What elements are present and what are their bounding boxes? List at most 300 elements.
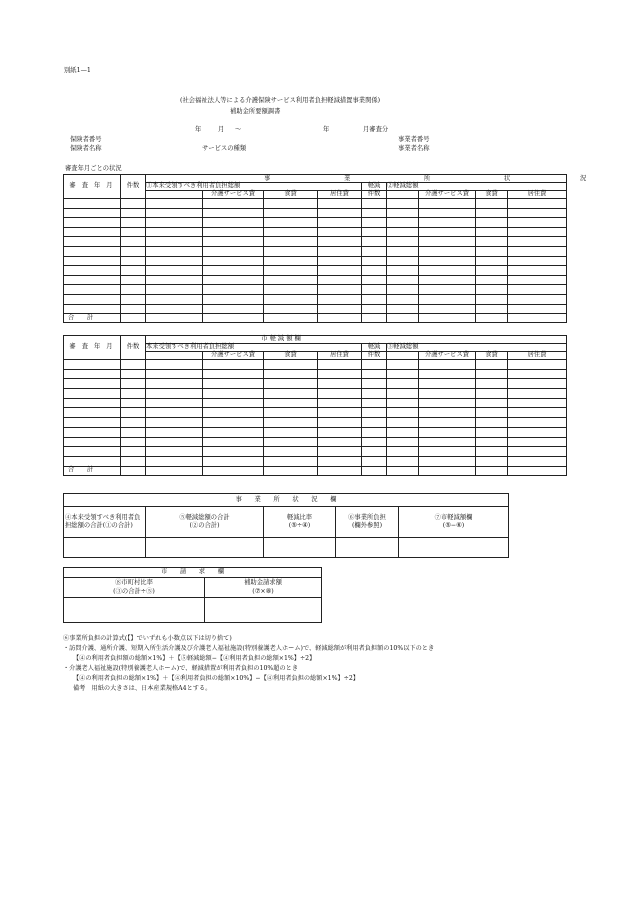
table-cell[interactable] <box>203 246 264 256</box>
table-cell[interactable] <box>476 408 508 418</box>
table-cell[interactable] <box>318 199 362 209</box>
table-cell[interactable] <box>387 294 419 304</box>
table-cell[interactable] <box>476 369 508 379</box>
summary-col-office-burden-a: ⑥事業所負担 <box>348 513 386 521</box>
table-cell[interactable] <box>387 285 419 295</box>
table-cell[interactable] <box>476 294 508 304</box>
table-cell[interactable] <box>146 294 203 304</box>
summary-col-reduction-total <box>146 507 264 538</box>
table-row <box>64 285 567 295</box>
table-cell[interactable] <box>508 285 567 295</box>
table-cell[interactable] <box>419 237 476 247</box>
table-cell[interactable] <box>508 199 567 209</box>
table-row <box>64 369 567 379</box>
table-cell[interactable] <box>203 304 264 314</box>
table-cell[interactable] <box>419 369 476 379</box>
table-cell[interactable] <box>64 456 121 466</box>
table-cell[interactable] <box>146 237 203 247</box>
table-cell[interactable] <box>64 447 121 457</box>
summary-value-cell[interactable] <box>336 538 399 558</box>
table-cell[interactable] <box>387 456 419 466</box>
table-cell[interactable] <box>362 208 387 218</box>
table-cell[interactable] <box>64 294 121 304</box>
table-cell[interactable] <box>146 246 203 256</box>
table-cell[interactable] <box>146 275 203 285</box>
table-cell[interactable] <box>146 218 203 228</box>
table-cell[interactable] <box>508 379 567 389</box>
table-cell[interactable] <box>362 379 387 389</box>
table-cell[interactable] <box>387 246 419 256</box>
table-cell[interactable] <box>264 246 318 256</box>
table-cell[interactable] <box>362 447 387 457</box>
table-cell[interactable] <box>203 389 264 399</box>
table-row <box>64 199 567 209</box>
table-cell[interactable] <box>121 360 146 370</box>
table-cell[interactable] <box>387 275 419 285</box>
page-title: 補助金所要額調書 <box>230 108 281 115</box>
summary-col-city-reduction-a: ⑦市軽減額欄 <box>434 513 473 521</box>
table-cell[interactable] <box>64 398 121 408</box>
table-cell[interactable] <box>203 408 264 418</box>
table-cell[interactable] <box>146 418 203 428</box>
table-row <box>64 408 567 418</box>
table-cell[interactable] <box>121 369 146 379</box>
table-cell[interactable] <box>387 199 419 209</box>
table-cell[interactable] <box>318 304 362 314</box>
table-row <box>64 304 567 314</box>
table-cell[interactable] <box>64 369 121 379</box>
table-cell[interactable] <box>264 369 318 379</box>
table-cell[interactable] <box>146 199 203 209</box>
table-cell[interactable] <box>121 418 146 428</box>
summary-value-cell[interactable] <box>146 538 264 558</box>
claim-col-subsidy-amount-a: 補助金請求額 <box>244 579 282 587</box>
table-cell[interactable] <box>203 360 264 370</box>
table-cell[interactable] <box>362 199 387 209</box>
table-cell[interactable] <box>203 208 264 218</box>
table-cell[interactable] <box>318 389 362 399</box>
table-cell[interactable] <box>121 379 146 389</box>
table-cell[interactable] <box>64 304 121 314</box>
table-cell[interactable] <box>476 266 508 276</box>
table-cell[interactable] <box>203 418 264 428</box>
food-header: 食費 <box>476 191 508 199</box>
table-cell[interactable] <box>264 208 318 218</box>
table-cell[interactable] <box>203 294 264 304</box>
table-cell[interactable] <box>318 266 362 276</box>
table-row <box>64 427 567 437</box>
count-header: 件数 <box>121 175 146 199</box>
table-cell[interactable] <box>362 218 387 228</box>
table-cell[interactable] <box>476 447 508 457</box>
table-cell[interactable] <box>203 199 264 209</box>
table-cell[interactable] <box>419 227 476 237</box>
table-cell[interactable] <box>387 227 419 237</box>
table-cell[interactable] <box>264 304 318 314</box>
table-cell[interactable] <box>121 294 146 304</box>
table-cell[interactable] <box>476 208 508 218</box>
status-section-label: 審査年月ごとの状況 <box>65 165 122 172</box>
table-cell[interactable] <box>387 218 419 228</box>
claim-col-municipal-ratio <box>64 578 205 598</box>
table-cell[interactable] <box>264 218 318 228</box>
table-cell[interactable] <box>362 275 387 285</box>
table-cell[interactable] <box>121 447 146 457</box>
table-cell[interactable] <box>64 360 121 370</box>
table-cell[interactable] <box>264 427 318 437</box>
table-cell[interactable] <box>419 256 476 266</box>
table-cell[interactable] <box>387 256 419 266</box>
table-cell[interactable] <box>508 275 567 285</box>
table-cell[interactable] <box>476 379 508 389</box>
table-cell[interactable] <box>387 208 419 218</box>
table-cell[interactable] <box>508 266 567 276</box>
table-cell[interactable] <box>508 427 567 437</box>
table-cell[interactable] <box>476 427 508 437</box>
table-cell[interactable] <box>121 266 146 276</box>
table-cell[interactable] <box>146 447 203 457</box>
table-cell[interactable] <box>476 218 508 228</box>
table-cell[interactable] <box>264 266 318 276</box>
table-cell[interactable] <box>121 218 146 228</box>
table-cell[interactable] <box>476 360 508 370</box>
summary-col-total-burden: ④本来受領すべき利用者負担総額の合計(①の合計) <box>64 507 146 538</box>
table-cell[interactable] <box>362 294 387 304</box>
table-cell[interactable] <box>387 304 419 314</box>
table-cell[interactable] <box>419 275 476 285</box>
table-cell[interactable] <box>64 256 121 266</box>
table-cell[interactable] <box>121 427 146 437</box>
table-cell[interactable] <box>264 199 318 209</box>
claim-col-subsidy-amount <box>205 578 322 598</box>
table-cell[interactable] <box>203 256 264 266</box>
table-cell[interactable] <box>64 266 121 276</box>
table-cell[interactable] <box>64 379 121 389</box>
table-cell[interactable] <box>476 246 508 256</box>
table-cell[interactable] <box>264 294 318 304</box>
table-cell[interactable] <box>362 418 387 428</box>
table-cell[interactable] <box>476 398 508 408</box>
table-cell[interactable] <box>121 227 146 237</box>
period-month-end: 月審査分 <box>363 126 389 133</box>
table-cell[interactable] <box>203 237 264 247</box>
table-cell[interactable] <box>476 256 508 266</box>
table-cell[interactable] <box>419 285 476 295</box>
table-cell[interactable] <box>264 408 318 418</box>
table-cell[interactable] <box>476 389 508 399</box>
table-cell[interactable] <box>264 275 318 285</box>
table-cell[interactable] <box>508 218 567 228</box>
table-cell[interactable] <box>264 437 318 447</box>
table-cell[interactable] <box>264 398 318 408</box>
table-cell[interactable] <box>318 398 362 408</box>
table-cell[interactable] <box>476 437 508 447</box>
table-cell[interactable] <box>264 256 318 266</box>
table-cell[interactable] <box>203 227 264 237</box>
table-cell[interactable] <box>121 208 146 218</box>
table-cell[interactable] <box>146 427 203 437</box>
table-cell[interactable] <box>203 398 264 408</box>
table-cell[interactable] <box>387 418 419 428</box>
table-cell[interactable] <box>318 256 362 266</box>
table-cell[interactable] <box>362 266 387 276</box>
table-cell[interactable] <box>318 246 362 256</box>
table-cell[interactable] <box>476 456 508 466</box>
table-cell[interactable] <box>146 285 203 295</box>
table-cell[interactable] <box>318 237 362 247</box>
table-cell[interactable] <box>419 266 476 276</box>
table-cell[interactable] <box>419 360 476 370</box>
table-cell[interactable] <box>318 369 362 379</box>
table-cell[interactable] <box>203 218 264 228</box>
table-cell[interactable] <box>203 275 264 285</box>
table-cell[interactable] <box>203 456 264 466</box>
table-cell[interactable] <box>419 208 476 218</box>
table-cell[interactable] <box>64 408 121 418</box>
table-cell[interactable] <box>146 266 203 276</box>
table-cell[interactable] <box>508 389 567 399</box>
summary-value-cell[interactable] <box>399 538 509 558</box>
table-cell[interactable] <box>387 237 419 247</box>
claim-value-cell[interactable] <box>64 598 205 623</box>
table-cell[interactable] <box>362 285 387 295</box>
table-cell[interactable] <box>508 256 567 266</box>
table-cell[interactable] <box>121 237 146 247</box>
table-cell[interactable] <box>508 208 567 218</box>
table-cell[interactable] <box>203 437 264 447</box>
table-cell[interactable] <box>476 285 508 295</box>
table-cell[interactable] <box>318 456 362 466</box>
t2-body <box>64 360 567 467</box>
table-cell[interactable] <box>318 294 362 304</box>
table-cell[interactable] <box>508 294 567 304</box>
table-cell[interactable] <box>419 418 476 428</box>
table-cell[interactable] <box>203 379 264 389</box>
table-cell[interactable] <box>318 447 362 457</box>
table-cell[interactable] <box>146 437 203 447</box>
table-cell[interactable] <box>264 447 318 457</box>
table-row <box>64 437 567 447</box>
table-cell[interactable] <box>121 256 146 266</box>
table-cell[interactable] <box>64 389 121 399</box>
table-cell[interactable] <box>203 447 264 457</box>
table-cell[interactable] <box>362 227 387 237</box>
table-cell[interactable] <box>318 437 362 447</box>
table-cell[interactable] <box>64 418 121 428</box>
table-cell[interactable] <box>146 456 203 466</box>
summary-value-cell[interactable] <box>64 538 146 558</box>
table-cell[interactable] <box>508 418 567 428</box>
claim-value-cell[interactable] <box>205 598 322 623</box>
table-cell[interactable] <box>64 427 121 437</box>
table-cell[interactable] <box>121 246 146 256</box>
table-cell[interactable] <box>362 437 387 447</box>
table-row <box>64 227 567 237</box>
table-cell[interactable] <box>419 246 476 256</box>
table-cell[interactable] <box>64 227 121 237</box>
table-cell[interactable] <box>387 398 419 408</box>
table-cell[interactable] <box>419 456 476 466</box>
table-cell[interactable] <box>419 294 476 304</box>
table-cell[interactable] <box>121 389 146 399</box>
table-cell[interactable] <box>203 369 264 379</box>
period-year-start: 年 <box>195 126 202 133</box>
table-cell[interactable] <box>64 285 121 295</box>
table-cell[interactable] <box>362 456 387 466</box>
table-cell[interactable] <box>387 389 419 399</box>
table-cell[interactable] <box>476 237 508 247</box>
table-cell[interactable] <box>362 369 387 379</box>
table-cell[interactable] <box>508 246 567 256</box>
table-cell[interactable] <box>318 360 362 370</box>
table-cell[interactable] <box>264 418 318 428</box>
table-row <box>64 447 567 457</box>
table-cell[interactable] <box>121 275 146 285</box>
table-cell[interactable] <box>476 304 508 314</box>
table-cell[interactable] <box>203 427 264 437</box>
summary-col-reduction-total-b: (②の合計) <box>189 522 220 529</box>
table-row <box>64 389 567 399</box>
table-cell[interactable] <box>318 379 362 389</box>
table-cell[interactable] <box>146 389 203 399</box>
blank-cell <box>387 352 419 360</box>
total-label: 合 計 <box>64 314 121 323</box>
table-cell[interactable] <box>264 389 318 399</box>
table-cell[interactable] <box>419 437 476 447</box>
table-cell[interactable] <box>64 208 121 218</box>
table-cell[interactable] <box>146 398 203 408</box>
table-cell[interactable] <box>64 437 121 447</box>
header-char-jo: 状 <box>504 175 511 182</box>
table-cell[interactable] <box>121 437 146 447</box>
table-cell[interactable] <box>508 237 567 247</box>
table-cell[interactable] <box>146 208 203 218</box>
table-cell[interactable] <box>508 304 567 314</box>
table-cell[interactable] <box>419 379 476 389</box>
table-cell[interactable] <box>362 389 387 399</box>
table-cell[interactable] <box>121 285 146 295</box>
table-cell[interactable] <box>146 379 203 389</box>
table-cell[interactable] <box>146 369 203 379</box>
table-cell[interactable] <box>121 456 146 466</box>
housing-header: 居住費 <box>318 191 362 199</box>
table-cell[interactable] <box>121 408 146 418</box>
summary-col-reduction-ratio-a: 軽減比率 <box>286 513 313 521</box>
table-cell[interactable] <box>146 227 203 237</box>
table-row <box>64 379 567 389</box>
care-fee-header: 介護サービス費 <box>419 352 476 360</box>
table-cell[interactable] <box>121 398 146 408</box>
table-cell[interactable] <box>264 456 318 466</box>
table-cell[interactable] <box>64 199 121 209</box>
table-cell[interactable] <box>362 398 387 408</box>
table-cell[interactable] <box>419 408 476 418</box>
insurer-name-label: 保険者名称 <box>70 145 102 152</box>
table-cell[interactable] <box>419 304 476 314</box>
table-cell[interactable] <box>508 447 567 457</box>
table-cell[interactable] <box>64 237 121 247</box>
table-row <box>64 218 567 228</box>
office-status-summary-table <box>63 493 509 558</box>
table-cell[interactable] <box>508 398 567 408</box>
table-cell[interactable] <box>387 360 419 370</box>
table-cell[interactable] <box>387 437 419 447</box>
header-char-gyo: 業 <box>344 175 351 182</box>
table-cell[interactable] <box>318 418 362 428</box>
table-cell[interactable] <box>508 227 567 237</box>
table-cell[interactable] <box>387 266 419 276</box>
table-cell[interactable] <box>362 360 387 370</box>
table-cell[interactable] <box>387 408 419 418</box>
period-year-end: 年 <box>323 126 330 133</box>
table-cell[interactable] <box>318 427 362 437</box>
table-cell[interactable] <box>264 227 318 237</box>
table-cell[interactable] <box>476 275 508 285</box>
table-cell[interactable] <box>264 237 318 247</box>
table-cell[interactable] <box>121 199 146 209</box>
table-cell[interactable] <box>387 379 419 389</box>
table-cell[interactable] <box>146 256 203 266</box>
office-status-header <box>146 175 587 183</box>
table-cell[interactable] <box>146 408 203 418</box>
table-cell[interactable] <box>121 304 146 314</box>
table-cell[interactable] <box>508 369 567 379</box>
table-cell[interactable] <box>318 285 362 295</box>
table-cell[interactable] <box>362 256 387 266</box>
table-cell[interactable] <box>508 437 567 447</box>
table-cell[interactable] <box>419 389 476 399</box>
table-cell[interactable] <box>318 408 362 418</box>
table-cell[interactable] <box>362 427 387 437</box>
table-cell[interactable] <box>318 218 362 228</box>
table-cell[interactable] <box>318 275 362 285</box>
table-cell[interactable] <box>419 218 476 228</box>
table-cell[interactable] <box>387 447 419 457</box>
table-cell[interactable] <box>64 218 121 228</box>
table-cell[interactable] <box>64 246 121 256</box>
table-cell[interactable] <box>387 369 419 379</box>
table-cell[interactable] <box>318 227 362 237</box>
table-row <box>64 246 567 256</box>
summary-value-cell[interactable] <box>264 538 336 558</box>
table-cell[interactable] <box>476 418 508 428</box>
table-cell[interactable] <box>508 408 567 418</box>
table-cell[interactable] <box>419 427 476 437</box>
table-cell[interactable] <box>264 379 318 389</box>
table-cell[interactable] <box>387 427 419 437</box>
table-cell[interactable] <box>203 285 264 295</box>
table-cell[interactable] <box>264 360 318 370</box>
t1-body <box>64 199 567 314</box>
table-cell[interactable] <box>508 360 567 370</box>
table-cell[interactable] <box>419 447 476 457</box>
table-cell[interactable] <box>146 304 203 314</box>
table-cell[interactable] <box>146 360 203 370</box>
table-cell[interactable] <box>362 408 387 418</box>
table-cell[interactable] <box>64 275 121 285</box>
table-cell[interactable] <box>362 304 387 314</box>
table-cell[interactable] <box>318 208 362 218</box>
table-cell[interactable] <box>508 456 567 466</box>
table-cell[interactable] <box>362 237 387 247</box>
table-cell[interactable] <box>419 199 476 209</box>
table-cell[interactable] <box>476 199 508 209</box>
table-cell[interactable] <box>362 246 387 256</box>
table-cell[interactable] <box>203 266 264 276</box>
table-cell[interactable] <box>476 227 508 237</box>
table-cell[interactable] <box>264 285 318 295</box>
table-cell[interactable] <box>419 398 476 408</box>
